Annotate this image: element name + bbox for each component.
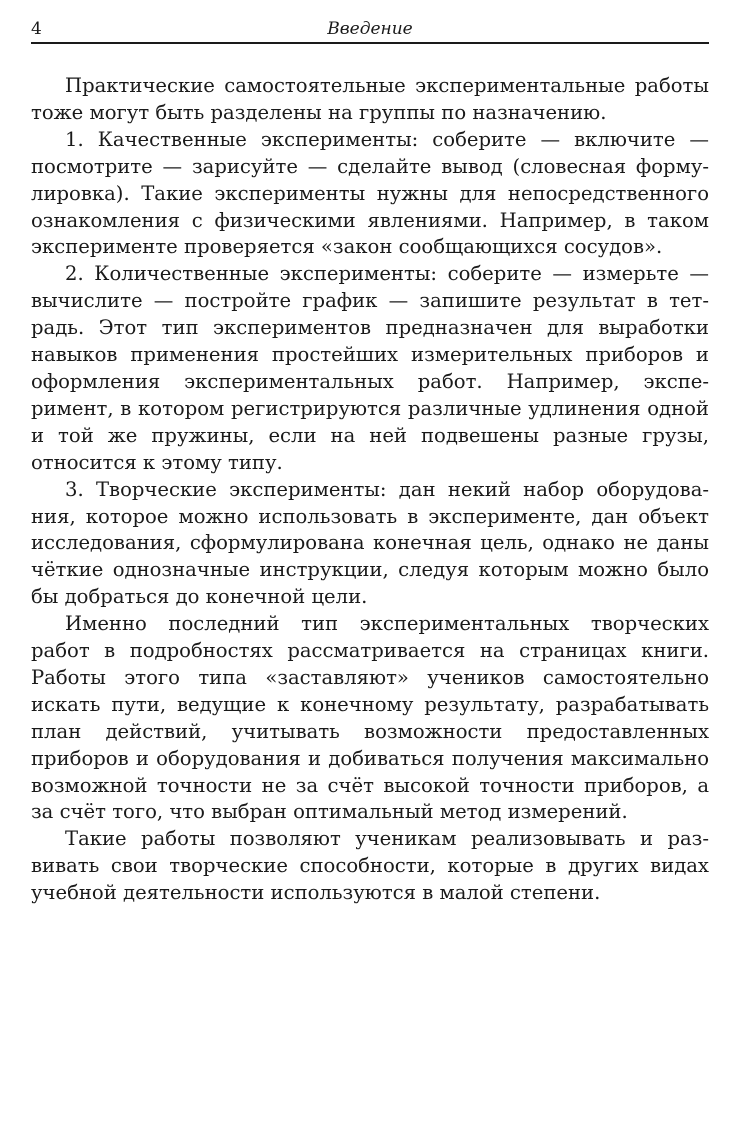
paragraph-book-focus: Именно последний тип экспериментальных творческих работ в подробностях рассматривается на страницах книги. Работы этого типа «заставляют» учеников самостоятельно искать пути, ведущие к конечному результату, разрабатывать план действий, учитывать возможности предоставленных приборов и оборудования и добиваться получения максимально возможной точности не за счёт высокой точности приборов, а за счёт того, что выбран оптимальный метод измерений. [31, 612, 709, 824]
page-number: 4 [31, 19, 42, 39]
paragraph-intro: Практические самостоятельные экспериментальные работы тоже могут быть разделены на группы по назначению. [31, 74, 709, 124]
paragraph-qualitative: 1. Качественные эксперименты: соберите — включите — посмотрите — зарисуйте — сделайте вывод (словесная формулировка). Такие эксперименты нужны для непосредственного ознакомления с физическими явлениями. Например, в таком эксперименте проверяется «закон сообщающихся сосудов». [31, 127, 709, 259]
paragraph-quantitative: 2. Количественные эксперименты: соберите — измерьте — вычислите — постройте график — запишите результат в тетрадь. Этот тип экспериментов предназначен для выработки навыков применения простейших измерительных приборов и оформления экспериментальных работ. Например, эксперимент, в котором регистрируются различные удлинения одной и той же пружины, если на ней подвешены разные грузы, относится к этому типу. [31, 262, 709, 474]
paragraph-conclusion: Такие работы позволяют ученикам реализовывать и развивать свои творческие способности, которые в других видах учебной деятельности используются в малой степени. [31, 827, 709, 905]
body-text [31, 73, 709, 907]
paragraph-creative: 3. Творческие эксперименты: дан некий набор оборудования, которое можно использовать в эксперименте, дан объект исследования, сформулирована конечная цель, однако не даны чёткие однозначные инструкции, следуя которым можно было бы добраться до конечной цели. [31, 477, 709, 609]
book-page [31, 18, 709, 907]
running-head [31, 18, 709, 44]
section-title: Введение [327, 19, 413, 39]
